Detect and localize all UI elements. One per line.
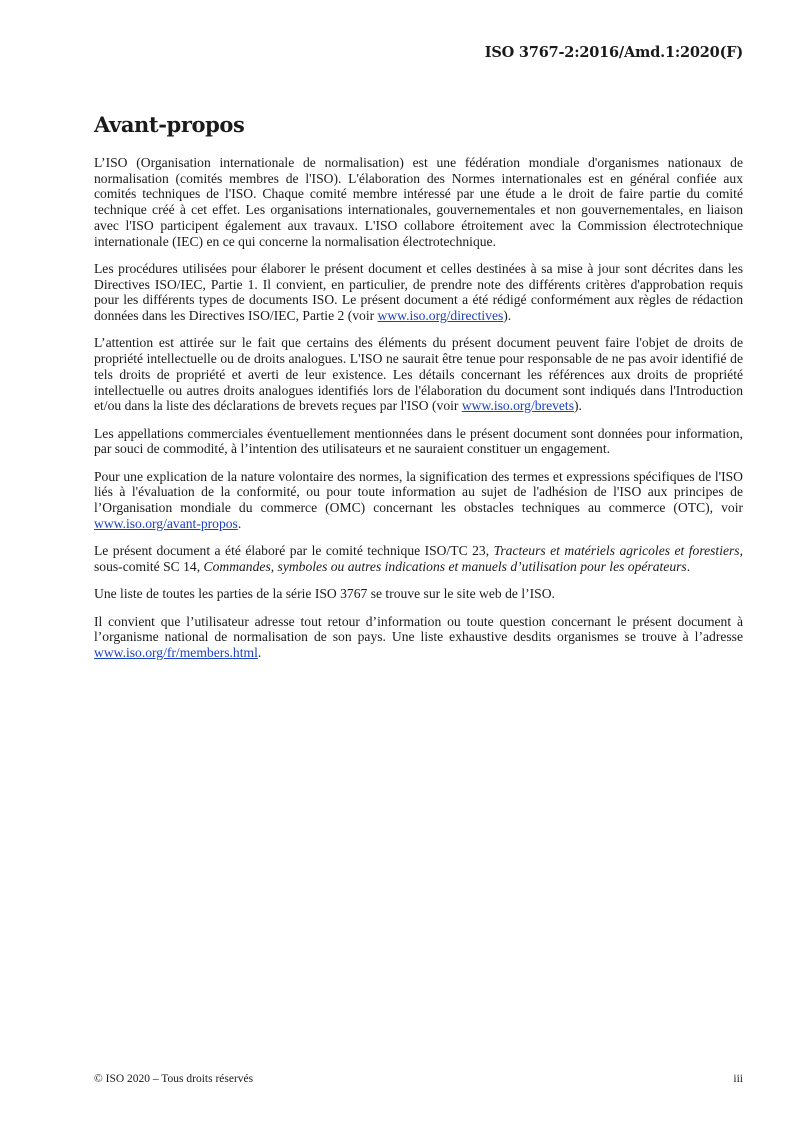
paragraph-text: Il convient que l’utilisateur adresse tout retour d’information ou toute question concernant le présent document à l’organisme national de normalisation de son pays. Une liste exhaustive desdits organismes se trouve à l’adresse <box>94 613 743 645</box>
foreword-link[interactable]: www.iso.org/avant-propos <box>94 515 238 531</box>
paragraph-patents: L’attention est attirée sur le fait que certains des éléments du présent document peuvent faire l'objet de droits de propriété intellectuelle ou de droits analogues. L'ISO ne saurait être tenue pour responsable de ne pas avoir identifié de tels droits de propriété et averti de leur existence. Les détails concernant les références aux droits de propriété intellectuelle ou autres droits analogues identifiés lors de l'élaboration du document sont indiqués dans l'Introduction et/ou dans la liste des déclarations de brevets reçues par l'ISO (voir www.iso.org/brevets). <box>94 335 743 414</box>
paragraph-iso-intro: L’ISO (Organisation internationale de normalisation) est une fédération mondiale d'organismes nationaux de normalisation (comités membres de l'ISO). L'élaboration des Normes internationales est en général confiée aux comités techniques de l'ISO. Chaque comité membre intéressé par une étude a le droit de faire partie du comité technique créé à cet effet. Les organisations internationales, gouvernementales et non gouvernementales, en liaison avec l'ISO participent également aux travaux. L'ISO collabore étroitement avec la Commission électrotechnique internationale (IEC) en ce qui concerne la normalisation électrotechnique. <box>94 155 743 249</box>
committee-title: Tracteurs et matériels agricoles et forestiers <box>493 543 740 559</box>
paragraph-committee: Le présent document a été élaboré par le comité technique ISO/TC 23, Tracteurs et matériels agricoles et forestiers, sous-comité SC 14, Commandes, symboles ou autres indications et manuels d’utilisation pour les opérateurs. <box>94 543 744 574</box>
paragraph-voluntary-nature: Pour une explication de la nature volontaire des normes, la signification des termes et expressions spécifiques de l'ISO liés à l'évaluation de la conformité, ou pour toute information au sujet de l'adhésion de l'ISO aux principes de l’Organisation mondiale du commerce (OMC) concernant les obstacles techniques au commerce (OTC), voir www.iso.org/avant-propos. <box>94 468 743 531</box>
page-title: Avant-propos <box>94 112 245 137</box>
foreword-body <box>94 155 743 672</box>
paragraph-procedures: Les procédures utilisées pour élaborer le présent document et celles destinées à sa mise à jour sont décrites dans les Directives ISO/IEC, Partie 1. Il convient, en particulier, de prendre note des différents critères d'approbation requis pour les différents types de documents ISO. Le présent document a été rédigé conformément aux règles de rédaction données dans les Directives ISO/IEC, Partie 2 (voir www.iso.org/directives). <box>94 260 743 324</box>
paragraph-text: Les procédures utilisées pour élaborer le présent document et celles destinées à sa mise à jour sont décrites dans les Directives ISO/IEC, Partie 1. Il convient, en particulier, de prendre note des différents critères d'approbation requis pour les différents types de documents ISO. Le présent document a été rédigé conformément aux règles de rédaction données dans les Directives ISO/IEC, Partie 2 (voir <box>94 260 743 324</box>
paragraph-text: Pour une explication de la nature volontaire des normes, la signification des termes et expressions spécifiques de l'ISO liés à l'évaluation de la conformité, ou pour toute information au sujet de l'adhésion de l'ISO aux principes de l’Organisation mondiale du commerce (OMC) concernant les obstacles techniques au commerce (OTC), voir <box>94 468 743 516</box>
document-identifier: ISO 3767-2:2016/Amd.1:2020(F) <box>484 44 743 61</box>
paragraph-trade-names: Les appellations commerciales éventuellement mentionnées dans le présent document sont données pour information, par souci de commodité, à l’intention des utilisateurs et ne sauraient constituer un engagement. <box>94 425 743 457</box>
page-number: iii <box>733 1073 743 1085</box>
paragraph-series-list: Une liste de toutes les parties de la série ISO 3767 se trouve sur le site web de l’ISO. <box>94 586 555 602</box>
patents-link[interactable]: www.iso.org/brevets <box>461 398 574 414</box>
subcommittee-title: Commandes, symboles ou autres indications et manuels d’utilisation pour les opérateurs <box>203 558 687 574</box>
copyright-notice: © ISO 2020 – Tous droits réservés <box>94 1073 254 1085</box>
members-link[interactable]: www.iso.org/fr/members.html <box>94 645 258 661</box>
paragraph-feedback: Il convient que l’utilisateur adresse tout retour d’information ou toute question concernant le présent document à l’organisme national de normalisation de son pays. Une liste exhaustive desdits organismes se trouve à l’adresse www.iso.org/fr/members.html. <box>94 613 743 661</box>
paragraph-text: L’attention est attirée sur le fait que certains des éléments du présent document peuvent faire l'objet de droits de propriété intellectuelle ou de droits analogues. L'ISO ne saurait être tenue pour responsable de ne pas avoir identifié de tels droits de propriété et averti de leur existence. Les détails concernant les références aux droits de propriété intellectuelle ou autres droits analogues identifiés lors de l'élaboration du document sont indiqués dans l'Introduction et/ou dans la liste des déclarations de brevets reçues par l'ISO (voir <box>94 335 743 414</box>
directives-link[interactable]: www.iso.org/directives <box>377 308 504 324</box>
